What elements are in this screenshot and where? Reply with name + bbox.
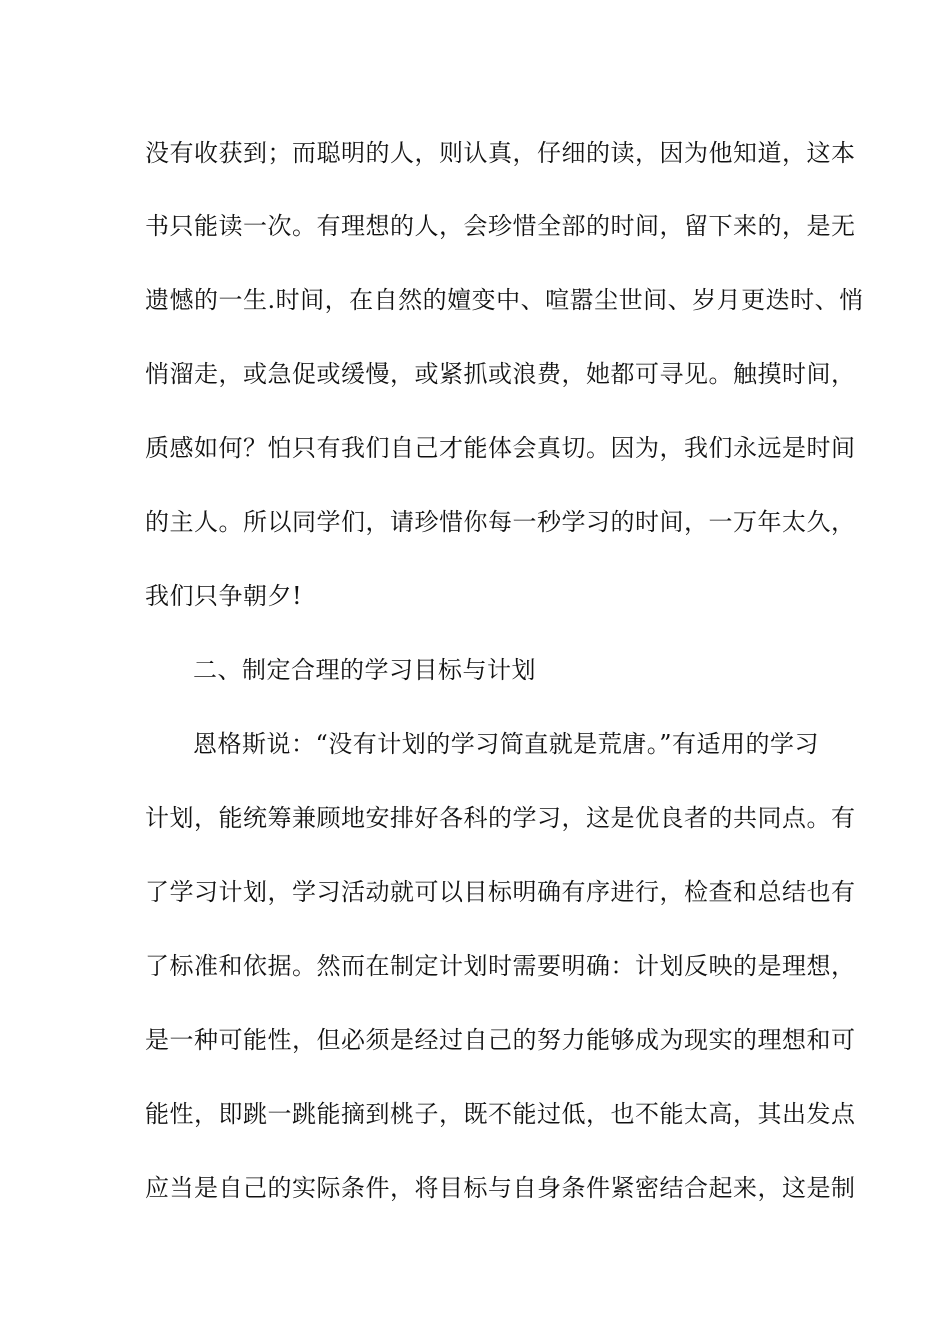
section-heading: 二、制定合理的学习目标与计划 <box>193 656 536 684</box>
paragraph-line: 恩格斯说：“没有计划的学习简直就是荒唐。”有适用的学习 <box>193 730 820 758</box>
paragraph-line: 质感如何？怕只有我们自己才能体会真切。因为，我们永远是时间 <box>145 434 856 462</box>
paragraph-line: 我们只争朝夕! <box>145 582 303 610</box>
paragraph-line: 书只能读一次。有理想的人，会珍惜全部的时间，留下来的，是无 <box>145 212 856 240</box>
paragraph-line: 能性，即跳一跳能摘到桃子，既不能过低，也不能太高，其出发点 <box>145 1100 856 1128</box>
paragraph-line: 遗憾的一生.时间，在自然的嬗变中、喧嚣尘世间、岁月更迭时、悄 <box>145 286 864 314</box>
paragraph-line: 是一种可能性，但必须是经过自己的努力能够成为现实的理想和可 <box>145 1026 856 1054</box>
paragraph-line: 没有收获到；而聪明的人，则认真，仔细的读，因为他知道，这本 <box>145 139 856 167</box>
paragraph-line: 了学习计划，学习活动就可以目标明确有序进行，检查和总结也有 <box>145 878 856 906</box>
paragraph-line: 应当是自己的实际条件，将目标与自身条件紧密结合起来，这是制 <box>145 1174 856 1202</box>
paragraph-line: 计划，能统筹兼顾地安排好各科的学习，这是优良者的共同点。有 <box>145 804 856 832</box>
paragraph-line: 了标准和依据。然而在制定计划时需要明确：计划反映的是理想， <box>145 952 856 980</box>
paragraph-line: 悄溜走，或急促或缓慢，或紧抓或浪费，她都可寻见。触摸时间， <box>145 360 856 388</box>
paragraph-line: 的主人。所以同学们，请珍惜你每一秒学习的时间，一万年太久， <box>145 508 856 536</box>
